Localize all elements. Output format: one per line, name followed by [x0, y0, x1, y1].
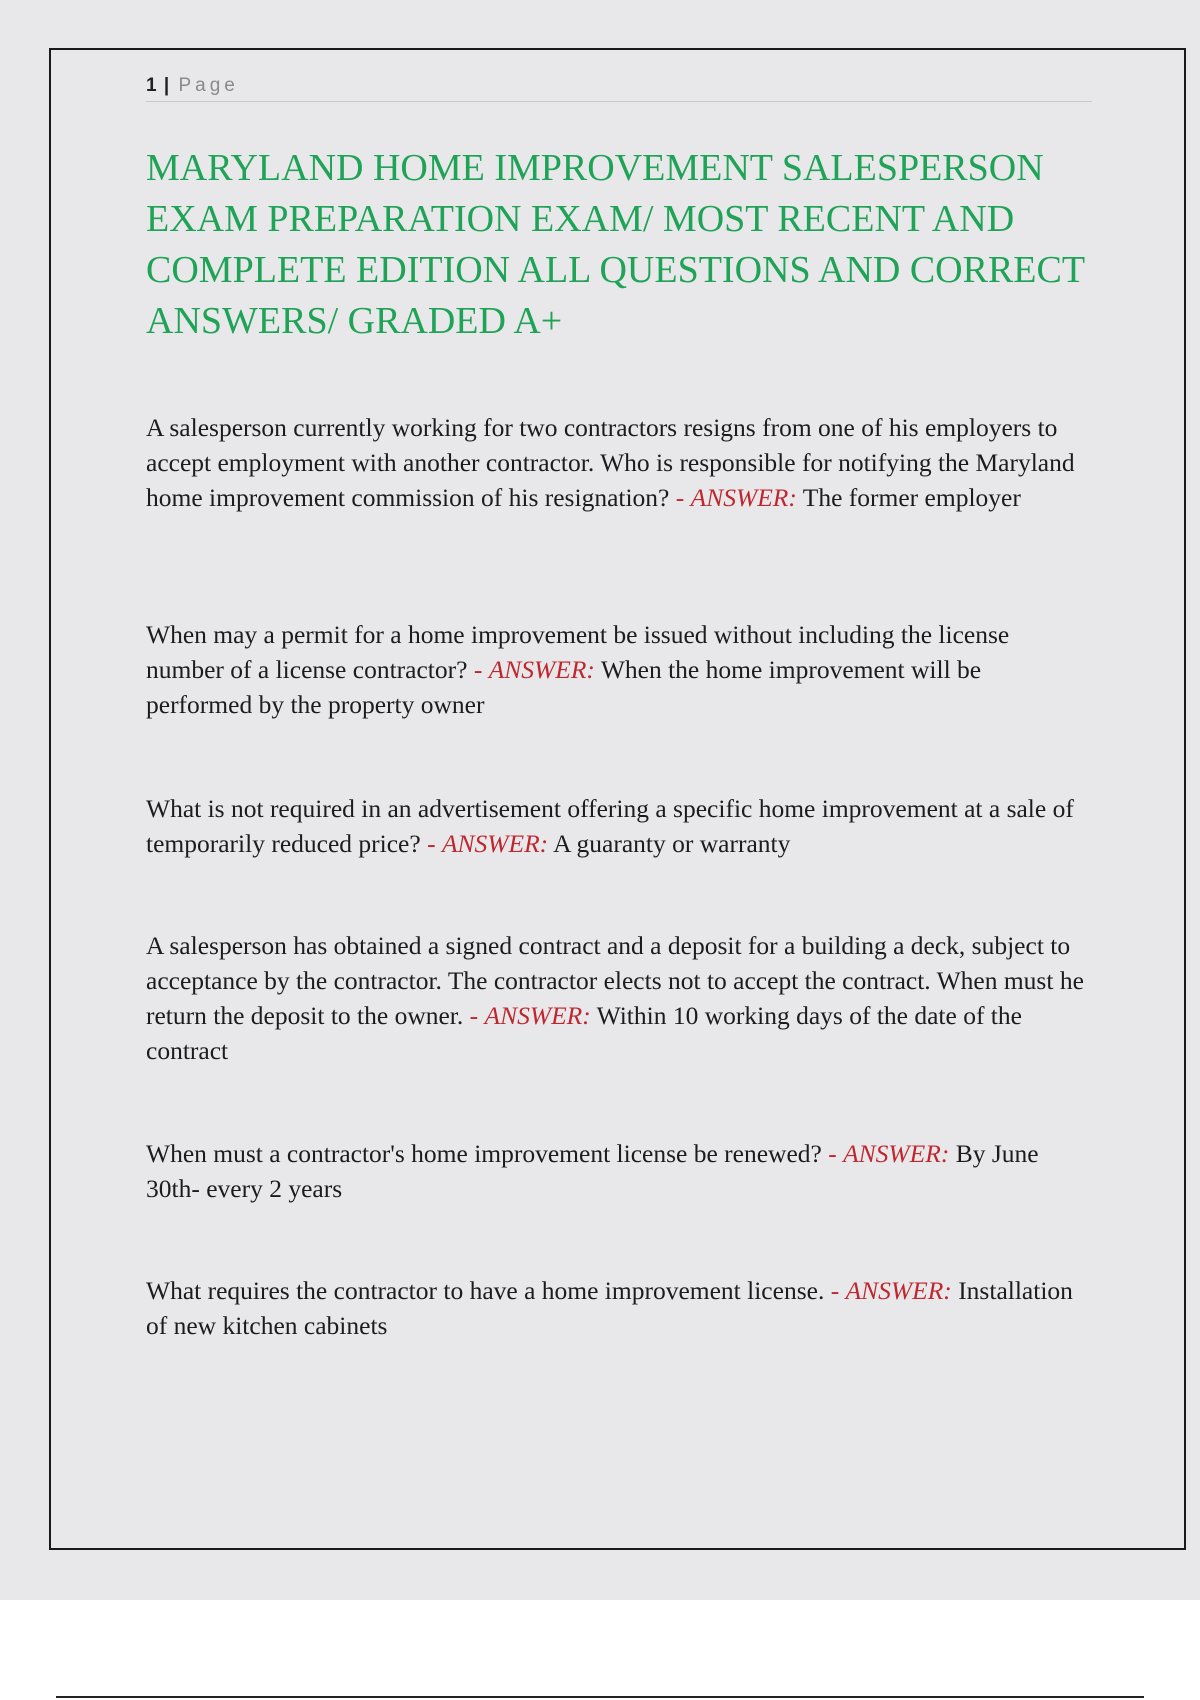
qa-item — [146, 617, 1086, 722]
answer-label: - ANSWER: — [473, 655, 595, 684]
question-text: A salesperson currently working for two contractors resigns from one of his employers to accept employment with another contractor. Who is responsible for notifying the Maryland home improvement commission of his resignation? — [146, 413, 1075, 512]
question-text: What requires the contractor to have a home improvement license. — [146, 1276, 831, 1305]
page-label: Page — [178, 75, 239, 96]
answer-label: - ANSWER: — [427, 829, 549, 858]
page-header — [146, 73, 1092, 102]
answer-text: Within 10 working days of the date of the contract — [146, 1001, 1022, 1065]
question-text: When may a permit for a home improvement be issued without including the license number of a license contractor? — [146, 620, 1010, 684]
answer-text: The former employer — [796, 483, 1021, 512]
qa-item — [146, 791, 1086, 861]
answer-label: - ANSWER: — [469, 1001, 591, 1030]
answer-label: - ANSWER: — [675, 483, 797, 512]
answer-label: - ANSWER: — [830, 1276, 952, 1305]
page-separator: | — [163, 75, 170, 96]
question-text: A salesperson has obtained a signed contract and a deposit for a building a deck, subject to acceptance by the contractor. The contractor elects not to accept the contract. When must he return the deposit to the owner. — [146, 931, 1084, 1030]
answer-text: A guaranty or warranty — [548, 829, 791, 858]
document-title: MARYLAND HOME IMPROVEMENT SALESPERSON EXAM PREPARATION EXAM/ MOST RECENT AND COMPLETE EDITION ALL QUESTIONS AND CORRECT ANSWERS/ GRADED A+ — [146, 147, 1085, 342]
qa-item — [146, 1136, 1086, 1206]
qa-item — [146, 410, 1086, 515]
answer-text: By June 30th- every 2 years — [146, 1139, 1039, 1203]
question-text: When must a contractor's home improvement license be renewed? — [146, 1139, 829, 1168]
answer-label: - ANSWER: — [828, 1139, 950, 1168]
answer-text: When the home improvement will be performed by the property owner — [146, 655, 982, 719]
answer-text: Installation of new kitchen cabinets — [146, 1276, 1073, 1340]
bottom-divider — [56, 1696, 1144, 1698]
qa-item — [146, 1273, 1086, 1343]
qa-item — [146, 928, 1086, 1068]
question-text: What is not required in an advertisement offering a specific home improvement at a sale of temporarily reduced price? — [146, 794, 1074, 858]
page-number: 1 — [146, 75, 157, 96]
